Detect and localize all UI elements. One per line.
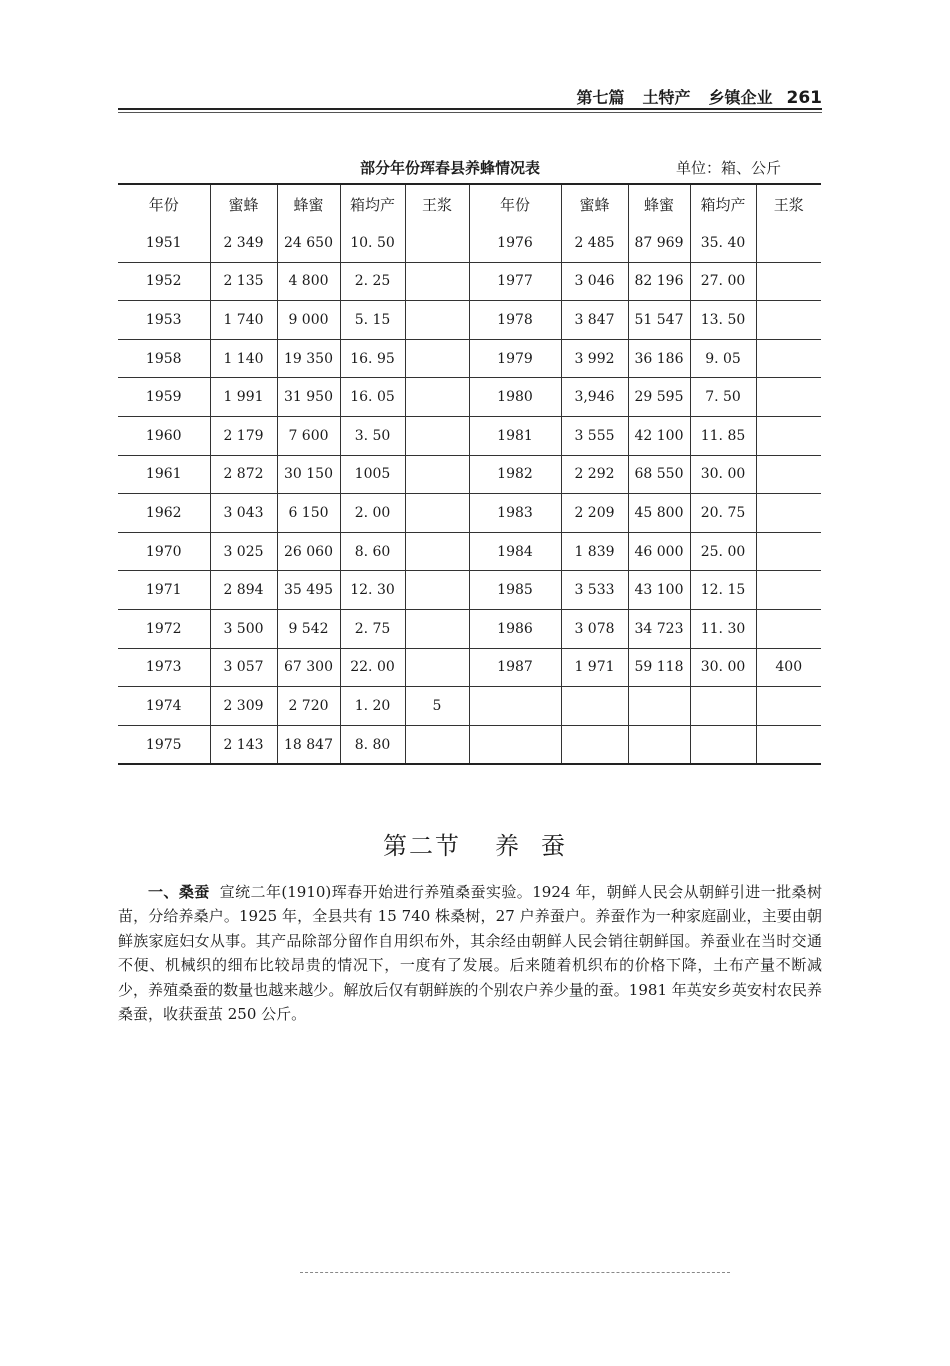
table-cell: 27. 00 (690, 262, 756, 301)
table-cell: 2. 00 (340, 494, 405, 533)
table-cell: 1962 (118, 494, 210, 533)
column-header: 箱均产 (690, 184, 756, 224)
table-cell: 22. 00 (340, 648, 405, 687)
table-cell: 1 140 (210, 339, 277, 378)
table-cell: 3,946 (561, 378, 628, 417)
table-row (118, 609, 821, 648)
column-header: 蜂蜜 (277, 184, 340, 224)
table-cell (561, 687, 628, 726)
table-cell: 2 349 (210, 224, 277, 262)
table-cell (756, 494, 821, 533)
table-cell: 1977 (469, 262, 561, 301)
table-cell: 18 847 (277, 725, 340, 764)
table-cell (756, 301, 821, 340)
table-cell (469, 725, 561, 764)
table-cell: 5 (405, 687, 469, 726)
table-cell (469, 687, 561, 726)
column-header: 王浆 (756, 184, 821, 224)
table-cell: 35 495 (277, 571, 340, 610)
table-cell: 67 300 (277, 648, 340, 687)
table-cell: 9. 05 (690, 339, 756, 378)
table-cell: 1960 (118, 416, 210, 455)
table-cell: 30 150 (277, 455, 340, 494)
table-cell: 25. 00 (690, 532, 756, 571)
table-cell: 1952 (118, 262, 210, 301)
table-cell (756, 609, 821, 648)
table-row (118, 494, 821, 533)
running-header (118, 80, 822, 108)
chapter-label-a: 土特产 (642, 88, 691, 107)
table-cell: 2 309 (210, 687, 277, 726)
table-cell: 1985 (469, 571, 561, 610)
table-cell (405, 532, 469, 571)
table-cell: 2 143 (210, 725, 277, 764)
table-cell: 1959 (118, 378, 210, 417)
table-cell: 13. 50 (690, 301, 756, 340)
table-row (118, 262, 821, 301)
table-cell: 3. 50 (340, 416, 405, 455)
table-cell: 82 196 (628, 262, 690, 301)
table-cell: 1958 (118, 339, 210, 378)
table-cell (756, 532, 821, 571)
table-cell (756, 687, 821, 726)
table-cell: 31 950 (277, 378, 340, 417)
table-cell (405, 416, 469, 455)
table-cell: 6 150 (277, 494, 340, 533)
table-cell (405, 262, 469, 301)
table-cell: 2 485 (561, 224, 628, 262)
table-cell: 3 500 (210, 609, 277, 648)
table-cell: 45 800 (628, 494, 690, 533)
table-cell (405, 648, 469, 687)
table-cell (756, 416, 821, 455)
table-cell: 1981 (469, 416, 561, 455)
table-cell (756, 571, 821, 610)
table-cell: 3 043 (210, 494, 277, 533)
chapter-label-b: 乡镇企业 (708, 88, 773, 107)
table-cell: 43 100 (628, 571, 690, 610)
subsection-lead: 一、桑蚕 (148, 883, 210, 901)
table-cell: 34 723 (628, 609, 690, 648)
table-row (118, 532, 821, 571)
table-cell: 1986 (469, 609, 561, 648)
table-cell: 29 595 (628, 378, 690, 417)
table-cell: 400 (756, 648, 821, 687)
table-cell: 19 350 (277, 339, 340, 378)
table-cell: 20. 75 (690, 494, 756, 533)
page-number: 261 (786, 88, 822, 108)
table-cell: 7. 50 (690, 378, 756, 417)
part-label: 第七篇 (576, 88, 625, 107)
table-cell: 1984 (469, 532, 561, 571)
table-cell (405, 494, 469, 533)
table-row (118, 455, 821, 494)
table-cell: 9 000 (277, 301, 340, 340)
table-cell (405, 455, 469, 494)
column-header: 箱均产 (340, 184, 405, 224)
table-cell (756, 339, 821, 378)
table-cell (690, 687, 756, 726)
table-cell (405, 339, 469, 378)
table-cell (756, 224, 821, 262)
table-cell: 3 847 (561, 301, 628, 340)
table-cell: 1. 20 (340, 687, 405, 726)
table-cell: 1976 (469, 224, 561, 262)
table-row (118, 571, 821, 610)
column-header: 年份 (148, 196, 179, 214)
table-cell (628, 725, 690, 764)
column-header: 蜂蜜 (628, 184, 690, 224)
table-cell: 1961 (118, 455, 210, 494)
table-cell: 36 186 (628, 339, 690, 378)
table-cell: 1979 (469, 339, 561, 378)
table-cell: 46 000 (628, 532, 690, 571)
table-cell: 1 839 (561, 532, 628, 571)
table-cell: 3 078 (561, 609, 628, 648)
table-cell: 8. 60 (340, 532, 405, 571)
table-cell: 11. 30 (690, 609, 756, 648)
table-cell: 1975 (118, 725, 210, 764)
table-cell: 5. 15 (340, 301, 405, 340)
table-cell (756, 455, 821, 494)
table-cell: 1005 (340, 455, 405, 494)
table-header-row (118, 184, 821, 224)
table-row (118, 648, 821, 687)
table-cell: 1 991 (210, 378, 277, 417)
table-cell: 1987 (469, 648, 561, 687)
table-row (118, 725, 821, 764)
table-cell: 1970 (118, 532, 210, 571)
table-cell: 4 800 (277, 262, 340, 301)
table-cell (405, 301, 469, 340)
column-header: 年份 (469, 184, 561, 224)
table-cell (756, 725, 821, 764)
table-cell (405, 571, 469, 610)
table-cell: 30. 00 (690, 455, 756, 494)
column-header: 蜜蜂 (210, 184, 277, 224)
table-cell: 3 046 (561, 262, 628, 301)
beekeeping-table (118, 183, 821, 765)
table-cell: 3 555 (561, 416, 628, 455)
table-row (118, 416, 821, 455)
section-title-char-2: 蚕 (541, 832, 567, 860)
table-cell: 35. 40 (690, 224, 756, 262)
table-cell (756, 378, 821, 417)
table-cell (561, 725, 628, 764)
table-cell: 2. 75 (340, 609, 405, 648)
section-heading (0, 826, 950, 861)
table-cell: 3 992 (561, 339, 628, 378)
table-cell: 42 100 (628, 416, 690, 455)
table-cell: 24 650 (277, 224, 340, 262)
table-row (118, 301, 821, 340)
table-cell: 1974 (118, 687, 210, 726)
paragraph-text: 宣统二年(1910)珲春开始进行养殖桑蚕实验。1924 年，朝鲜人民会从朝鲜引进一批桑树苗，分给养桑户。1925 年，全县共有 15 740 株桑树，27 户养蚕户。养蚕作为一种家庭副业，主要由朝鲜族家庭妇女从事。其产品除部分留作自用织布外，其余经由朝鲜人民会销往朝鲜国。养蚕业在当时交通不便、机械织的细布比较昂贵的情况下，一度有了发展。后来随着机织布的价格下降，土布产量不断减少，养殖桑蚕的数量也越来越少。解放后仅有朝鲜族的个别农户养少量的蚕。1981 年英安乡英安村农民养桑蚕，收获蚕茧 250 公斤。 (118, 883, 822, 1024)
header-rule-thin (118, 112, 822, 113)
table-cell: 26 060 (277, 532, 340, 571)
table-cell (628, 687, 690, 726)
table-cell: 87 969 (628, 224, 690, 262)
table-cell: 2 720 (277, 687, 340, 726)
table-cell: 51 547 (628, 301, 690, 340)
table-cell: 12. 15 (690, 571, 756, 610)
table-cell: 1982 (469, 455, 561, 494)
table-cell: 1973 (118, 648, 210, 687)
table-title: 部分年份珲春县养蜂情况表 (360, 159, 541, 177)
table-row (118, 339, 821, 378)
column-header: 蜜蜂 (561, 184, 628, 224)
footer-rule (300, 1272, 730, 1273)
table-cell (405, 378, 469, 417)
table-cell: 2 872 (210, 455, 277, 494)
table-cell: 8. 80 (340, 725, 405, 764)
table-cell (405, 224, 469, 262)
table-cell: 1 971 (561, 648, 628, 687)
header-rule (118, 108, 822, 110)
table-cell: 2 894 (210, 571, 277, 610)
table-cell: 7 600 (277, 416, 340, 455)
table-cell (690, 725, 756, 764)
body-paragraph (118, 880, 822, 1026)
table-cell: 1971 (118, 571, 210, 610)
table-cell: 16. 95 (340, 339, 405, 378)
table-cell: 11. 85 (690, 416, 756, 455)
table-cell (756, 262, 821, 301)
table-row (118, 378, 821, 417)
table-cell: 59 118 (628, 648, 690, 687)
column-header: 王浆 (405, 184, 469, 224)
table-cell: 1953 (118, 301, 210, 340)
table-cell: 2 209 (561, 494, 628, 533)
section-title-char-1: 养 (495, 832, 521, 860)
table-cell: 2 135 (210, 262, 277, 301)
table-cell: 1978 (469, 301, 561, 340)
table-cell (405, 725, 469, 764)
table-body (118, 224, 821, 764)
table-cell: 1 740 (210, 301, 277, 340)
table-cell: 3 057 (210, 648, 277, 687)
table-cell: 9 542 (277, 609, 340, 648)
section-number: 第二节 (383, 832, 461, 860)
table-cell: 16. 05 (340, 378, 405, 417)
table-cell: 3 533 (561, 571, 628, 610)
table-unit: 单位：箱、公斤 (676, 159, 782, 177)
table-cell: 1951 (145, 234, 182, 251)
table-cell: 3 025 (210, 532, 277, 571)
table-cell: 10. 50 (340, 224, 405, 262)
table-cell: 12. 30 (340, 571, 405, 610)
table-cell: 1972 (118, 609, 210, 648)
table-cell: 30. 00 (690, 648, 756, 687)
table-cell: 2 179 (210, 416, 277, 455)
table-cell: 1980 (469, 378, 561, 417)
table-cell: 68 550 (628, 455, 690, 494)
table-row (118, 224, 821, 262)
table-cell: 2 292 (561, 455, 628, 494)
table-cell: 1983 (469, 494, 561, 533)
table-cell: 2. 25 (340, 262, 405, 301)
table-row (118, 687, 821, 726)
table-cell (405, 609, 469, 648)
